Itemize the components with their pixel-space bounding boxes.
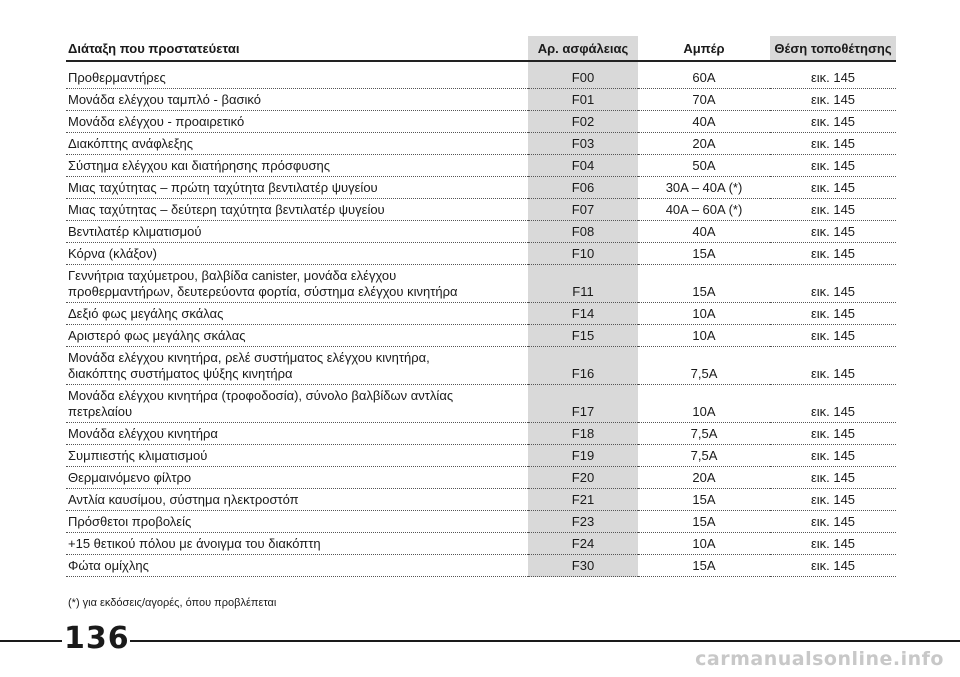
row-position: εικ. 145 [770, 303, 896, 325]
row-description [66, 533, 528, 555]
row-fuse-no: F04 [528, 155, 638, 177]
row-position: εικ. 145 [770, 61, 896, 89]
table-row [66, 423, 896, 445]
row-description [66, 489, 528, 511]
row-position: εικ. 145 [770, 325, 896, 347]
row-position: εικ. 145 [770, 555, 896, 577]
row-fuse-no: F19 [528, 445, 638, 467]
row-description [66, 111, 528, 133]
row-fuse-no: F20 [528, 467, 638, 489]
row-description-line: Αντλία καυσίμου, σύστημα ηλεκτροστόπ [68, 492, 299, 507]
row-description [66, 325, 528, 347]
row-description [66, 61, 528, 89]
page-rule-right [130, 640, 960, 642]
watermark: carmanualsonline.info [695, 648, 944, 670]
row-amps: 10A [638, 303, 770, 325]
row-amps: 40A [638, 221, 770, 243]
row-description-line: Μονάδα ελέγχου κινητήρα (τροφοδοσία), σύνολο βαλβίδων αντλίας [68, 388, 454, 403]
row-amps: 10A [638, 385, 770, 423]
row-fuse-no: F21 [528, 489, 638, 511]
row-position: εικ. 145 [770, 177, 896, 199]
row-description [66, 511, 528, 533]
row-description [66, 555, 528, 577]
row-description-line: Συμπιεστής κλιματισμού [68, 448, 208, 463]
row-position: εικ. 145 [770, 423, 896, 445]
row-amps: 40A [638, 111, 770, 133]
table-row [66, 467, 896, 489]
row-description [66, 243, 528, 265]
row-description [66, 347, 528, 385]
row-description-line: Αριστερό φως μεγάλης σκάλας [68, 328, 246, 343]
page-number: 136 [64, 621, 130, 656]
table-row [66, 445, 896, 467]
header-amps: Αμπέρ [638, 36, 770, 61]
row-description-line: προθερμαντήρων, δευτερεύοντα φορτία, σύστημα ελέγχου κινητήρα [68, 284, 458, 299]
row-fuse-no: F06 [528, 177, 638, 199]
table-row [66, 89, 896, 111]
row-amps: 15A [638, 489, 770, 511]
table-row [66, 199, 896, 221]
row-description-line: +15 θετικού πόλου με άνοιγμα του διακόπτη [68, 536, 321, 551]
table-row [66, 133, 896, 155]
row-description-line: Δεξιό φως μεγάλης σκάλας [68, 306, 224, 321]
table-row [66, 155, 896, 177]
row-amps: 15A [638, 265, 770, 303]
row-description [66, 467, 528, 489]
table-row [66, 61, 896, 89]
row-position: εικ. 145 [770, 221, 896, 243]
row-position: εικ. 145 [770, 467, 896, 489]
row-description-line: Μονάδα ελέγχου κινητήρα, ρελέ συστήματος ελέγχου κινητήρα, [68, 350, 430, 365]
row-amps: 20A [638, 467, 770, 489]
table-row [66, 265, 896, 303]
row-description [66, 89, 528, 111]
row-description [66, 445, 528, 467]
row-amps: 7,5A [638, 445, 770, 467]
row-position: εικ. 145 [770, 111, 896, 133]
row-description-line: Μιας ταχύτητας – πρώτη ταχύτητα βεντιλατέρ ψυγείου [68, 180, 378, 195]
row-description-line: Φώτα ομίχλης [68, 558, 149, 573]
table-row [66, 303, 896, 325]
row-position: εικ. 145 [770, 385, 896, 423]
row-position: εικ. 145 [770, 89, 896, 111]
row-description [66, 221, 528, 243]
page-rule-left [0, 640, 62, 642]
row-position: εικ. 145 [770, 511, 896, 533]
row-amps: 10A [638, 533, 770, 555]
row-description-line: Σύστημα ελέγχου και διατήρησης πρόσφυσης [68, 158, 330, 173]
row-description [66, 303, 528, 325]
fuse-table-body [66, 61, 896, 577]
row-amps: 10A [638, 325, 770, 347]
row-description [66, 385, 528, 423]
row-fuse-no: F00 [528, 61, 638, 89]
fuse-table [66, 36, 896, 577]
row-fuse-no: F16 [528, 347, 638, 385]
row-position: εικ. 145 [770, 133, 896, 155]
fuse-table-header [66, 36, 896, 61]
row-fuse-no: F02 [528, 111, 638, 133]
row-description-line: Μονάδα ελέγχου - προαιρετικό [68, 114, 245, 129]
footnote: (*) για εκδόσεις/αγορές, όπου προβλέπεται [68, 597, 277, 609]
table-row [66, 533, 896, 555]
row-description-line: Βεντιλατέρ κλιματισμού [68, 224, 202, 239]
row-amps: 70A [638, 89, 770, 111]
row-fuse-no: F14 [528, 303, 638, 325]
row-amps: 7,5A [638, 423, 770, 445]
header-fuse-no: Αρ. ασφάλειας [528, 36, 638, 61]
row-description [66, 155, 528, 177]
row-fuse-no: F11 [528, 265, 638, 303]
row-amps: 50A [638, 155, 770, 177]
table-row [66, 325, 896, 347]
row-description [66, 265, 528, 303]
row-amps: 15A [638, 243, 770, 265]
row-description-line: Μιας ταχύτητας – δεύτερη ταχύτητα βεντιλατέρ ψυγείου [68, 202, 385, 217]
row-description-line: διακόπτης συστήματος ψύξης κινητήρα [68, 366, 293, 381]
row-description-line: πετρελαίου [68, 404, 133, 419]
row-description-line: Θερμαινόμενο φίλτρο [68, 470, 192, 485]
row-amps: 15A [638, 511, 770, 533]
row-description-line: Προθερμαντήρες [68, 70, 166, 85]
row-description [66, 199, 528, 221]
table-row [66, 385, 896, 423]
table-row [66, 221, 896, 243]
table-row [66, 489, 896, 511]
row-amps: 20A [638, 133, 770, 155]
row-description-line: Διακόπτης ανάφλεξης [68, 136, 194, 151]
row-position: εικ. 145 [770, 155, 896, 177]
row-position: εικ. 145 [770, 265, 896, 303]
header-arrangement: Διάταξη που προστατεύεται [66, 36, 528, 61]
row-fuse-no: F03 [528, 133, 638, 155]
table-row [66, 511, 896, 533]
row-fuse-no: F30 [528, 555, 638, 577]
row-amps: 15A [638, 555, 770, 577]
row-fuse-no: F23 [528, 511, 638, 533]
row-fuse-no: F10 [528, 243, 638, 265]
row-position: εικ. 145 [770, 533, 896, 555]
row-position: εικ. 145 [770, 199, 896, 221]
row-amps: 7,5A [638, 347, 770, 385]
header-position: Θέση τοποθέτησης [770, 36, 896, 61]
row-fuse-no: F17 [528, 385, 638, 423]
row-fuse-no: F18 [528, 423, 638, 445]
table-row [66, 177, 896, 199]
row-position: εικ. 145 [770, 489, 896, 511]
row-fuse-no: F01 [528, 89, 638, 111]
row-amps: 40A – 60A (*) [638, 199, 770, 221]
row-fuse-no: F07 [528, 199, 638, 221]
row-position: εικ. 145 [770, 347, 896, 385]
row-amps: 60A [638, 61, 770, 89]
row-position: εικ. 145 [770, 243, 896, 265]
row-description-line: Πρόσθετοι προβολείς [68, 514, 192, 529]
table-row [66, 243, 896, 265]
row-fuse-no: F15 [528, 325, 638, 347]
row-description-line: Μονάδα ελέγχου κινητήρα [68, 426, 218, 441]
table-row [66, 111, 896, 133]
row-description-line: Μονάδα ελέγχου ταμπλό - βασικό [68, 92, 261, 107]
table-row [66, 347, 896, 385]
row-fuse-no: F08 [528, 221, 638, 243]
row-description-line: Κόρνα (κλάξον) [68, 246, 157, 261]
row-description [66, 177, 528, 199]
row-fuse-no: F24 [528, 533, 638, 555]
row-description [66, 423, 528, 445]
table-row [66, 555, 896, 577]
row-description-line: Γεννήτρια ταχύμετρου, βαλβίδα canister, μονάδα ελέγχου [68, 268, 397, 283]
row-description [66, 133, 528, 155]
row-amps: 30A – 40A (*) [638, 177, 770, 199]
row-position: εικ. 145 [770, 445, 896, 467]
